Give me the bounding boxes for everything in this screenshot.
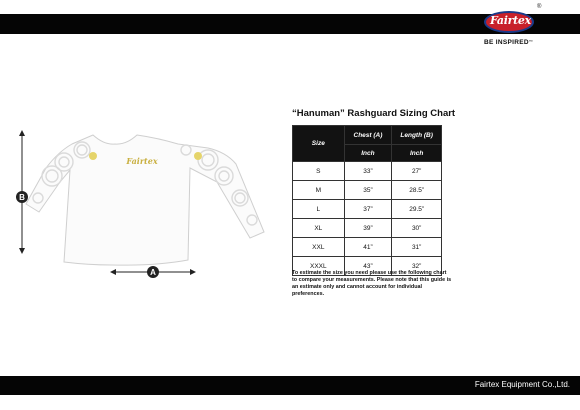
label-b: B bbox=[19, 193, 25, 202]
label-a: A bbox=[150, 268, 156, 277]
measure-a-indicator bbox=[110, 266, 196, 278]
logo-wordmark: Fairtex bbox=[490, 14, 531, 27]
table-row bbox=[293, 162, 442, 181]
cell-length: 27” bbox=[392, 162, 442, 181]
cell-chest: 35” bbox=[344, 181, 392, 200]
brand-logo bbox=[484, 3, 564, 51]
header-length: Length (B) bbox=[392, 126, 442, 145]
sizing-note: To estimate the size you need please use the following chart to compare your measurements. Please note that this guide is an estimate only and cannot account for individual preferences. bbox=[292, 270, 452, 297]
cell-size: S bbox=[293, 162, 345, 181]
cell-chest: 41” bbox=[344, 238, 392, 257]
cell-chest: 37” bbox=[344, 200, 392, 219]
shirt-shape bbox=[26, 135, 264, 265]
unit-length: Inch bbox=[392, 145, 442, 162]
measure-b-indicator bbox=[16, 130, 28, 254]
registered-mark: ® bbox=[537, 4, 542, 10]
cell-size: L bbox=[293, 200, 345, 219]
cell-size: XXL bbox=[293, 238, 345, 257]
unit-chest: Inch bbox=[344, 145, 392, 162]
table-row bbox=[293, 219, 442, 238]
cell-size: XXXL bbox=[293, 257, 345, 276]
cell-chest: 33” bbox=[344, 162, 392, 181]
chart-title: “Hanuman” Rashguard Sizing Chart bbox=[292, 108, 456, 119]
cell-chest: 43” bbox=[344, 257, 392, 276]
cell-size: M bbox=[293, 181, 345, 200]
cell-length: 28.5” bbox=[392, 181, 442, 200]
tagline-text: BE INSPIRED bbox=[484, 39, 529, 46]
sizing-table bbox=[292, 125, 442, 276]
brand-tagline bbox=[484, 39, 533, 46]
cell-length: 32” bbox=[392, 257, 442, 276]
table-header-row bbox=[293, 126, 442, 145]
cell-length: 30” bbox=[392, 219, 442, 238]
cell-length: 29.5” bbox=[392, 200, 442, 219]
table-row bbox=[293, 200, 442, 219]
table-row bbox=[293, 238, 442, 257]
rashguard-diagram bbox=[0, 120, 290, 290]
header-size: Size bbox=[293, 126, 345, 162]
company-name: Fairtex Equipment Co.,Ltd. bbox=[474, 380, 570, 389]
trademark-mark: ™ bbox=[528, 39, 534, 44]
cell-chest: 39” bbox=[344, 219, 392, 238]
cell-size: XL bbox=[293, 219, 345, 238]
footer-bar bbox=[0, 376, 580, 395]
table-row bbox=[293, 181, 442, 200]
cell-length: 31” bbox=[392, 238, 442, 257]
shirt-logo: Fairtex bbox=[126, 156, 158, 166]
header-chest: Chest (A) bbox=[344, 126, 392, 145]
